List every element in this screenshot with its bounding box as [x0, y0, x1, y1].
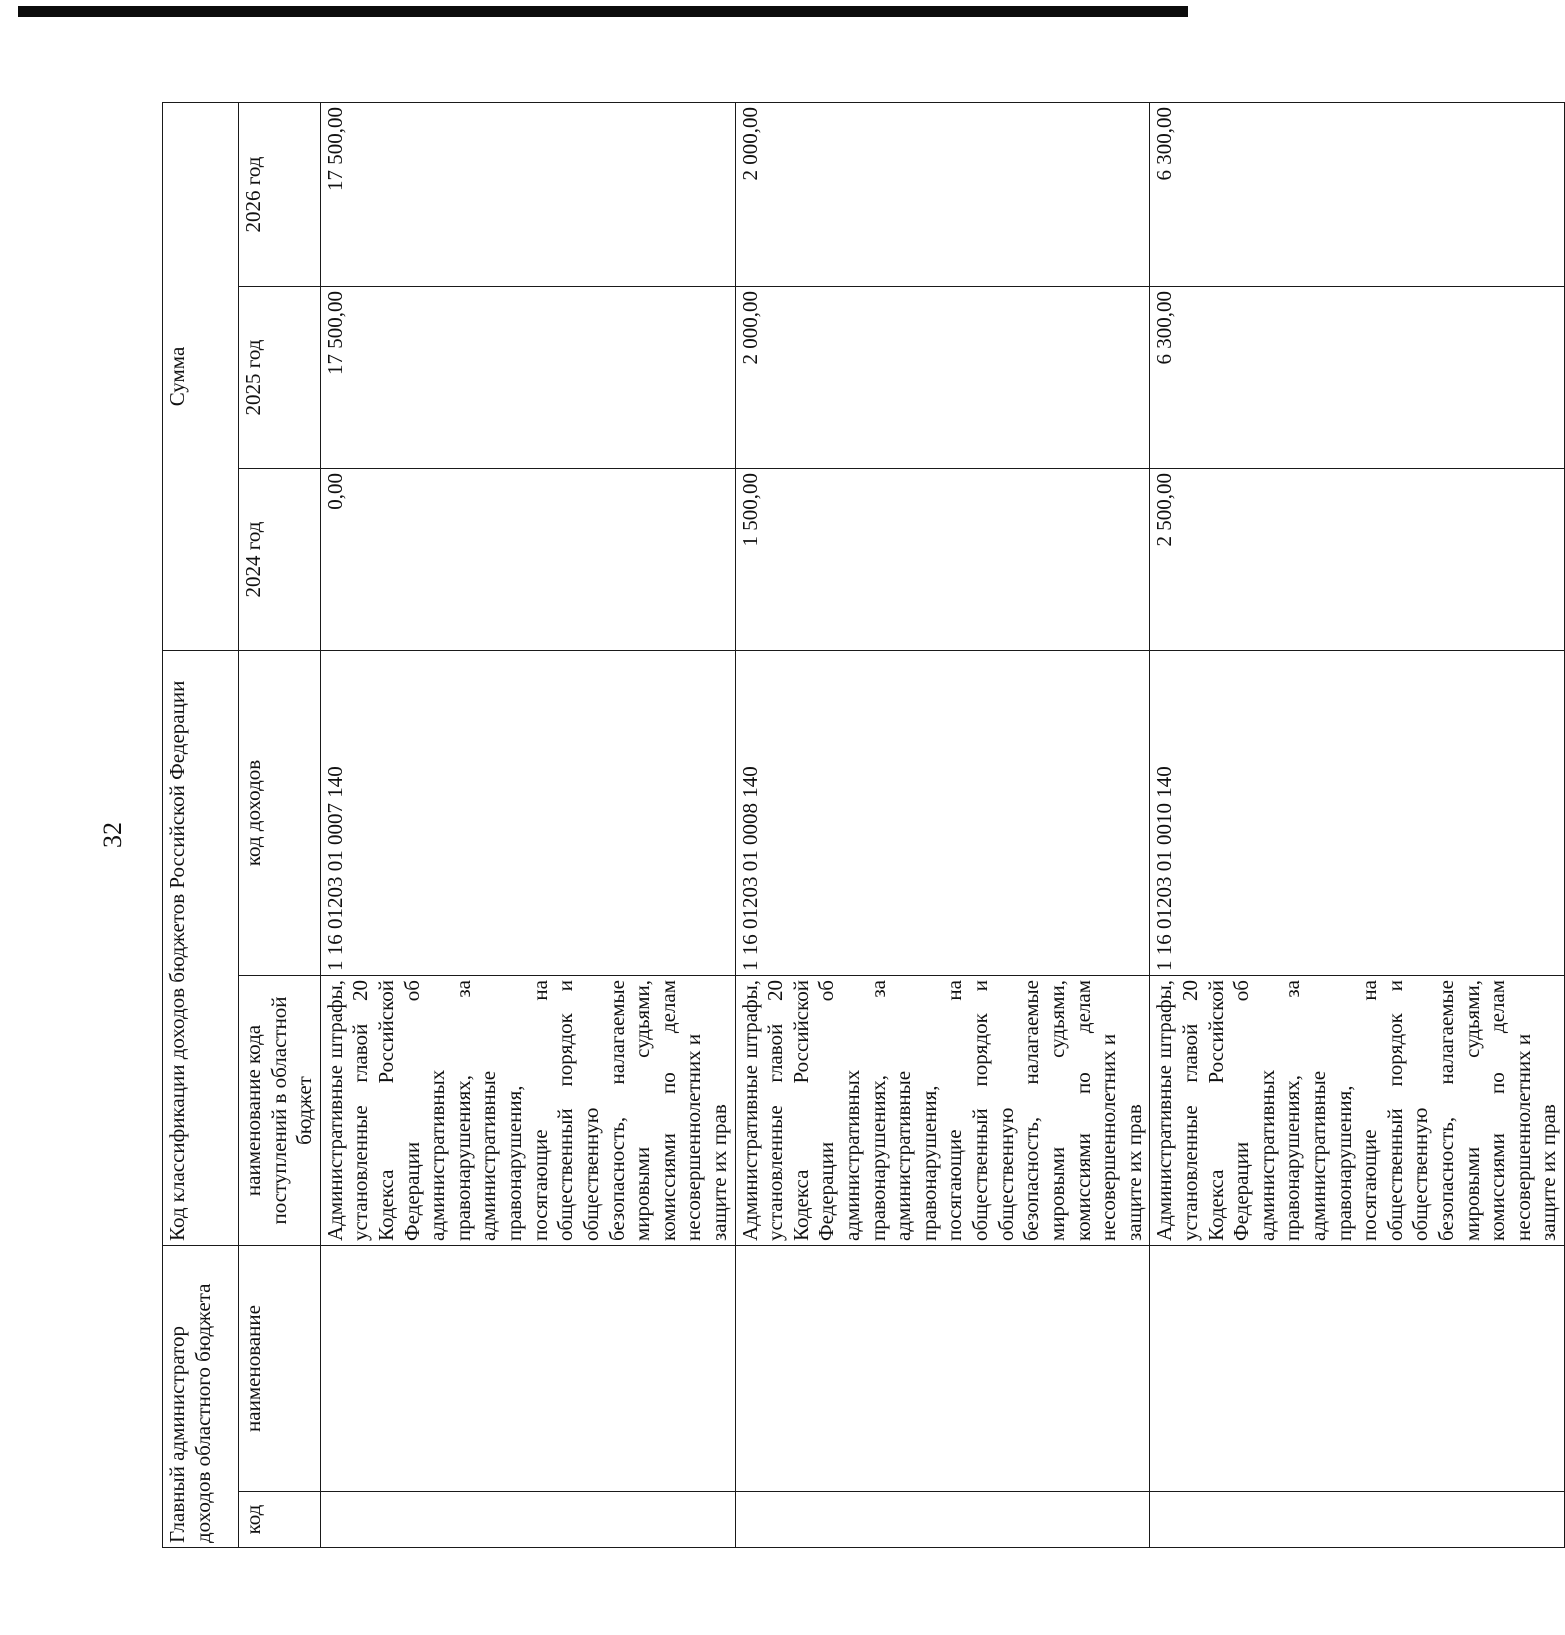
row-income-name-last: несовершеннолетних и защите их прав [681, 1033, 731, 1241]
row-sum-2025: 6 300,00 [1150, 286, 1565, 468]
header-year-2024: 2024 год [239, 468, 321, 650]
row-income-name [735, 976, 1150, 1246]
row-income-name-main: Административные штрафы, установленные главой 20 Кодекса Российской Федерации об административных правонарушениях, за административные правонарушения, посягающие на общественный порядок и общественную безопасность, налагаемые мировыми судьями, комиссиями по делам [1152, 980, 1510, 1241]
table-row [320, 102, 735, 1547]
row-income-name [320, 976, 735, 1246]
rotated-table-container [162, 103, 1561, 1548]
row-income-name [1150, 976, 1565, 1246]
header-row-2 [239, 102, 321, 1547]
table-row [735, 102, 1150, 1547]
row-sum-2026: 17 500,00 [320, 102, 735, 286]
header-row-1 [163, 102, 239, 1547]
header-income-code: код доходов [239, 650, 321, 975]
row-income-name-last: несовершеннолетних и защите их прав [1510, 1033, 1561, 1241]
row-income-name-last: несовершеннолетних и защите их прав [1096, 1033, 1146, 1241]
budget-income-table [162, 102, 1565, 1548]
scan-top-border [18, 6, 1188, 17]
row-sum-2025: 17 500,00 [320, 286, 735, 468]
row-admin-name [735, 1246, 1150, 1492]
row-admin-code [1150, 1492, 1565, 1548]
header-income-name: наименование кода поступлений в областной бюджет [239, 976, 321, 1246]
row-income-code: 1 16 01203 01 0007 140 [320, 650, 735, 975]
header-admin-group: Главный администратор доходов областного бюджета [163, 1246, 239, 1548]
row-income-code: 1 16 01203 01 0010 140 [1150, 650, 1565, 975]
header-admin-code: код [239, 1492, 321, 1548]
row-admin-name [1150, 1246, 1565, 1492]
row-admin-code [735, 1492, 1150, 1548]
header-sum-group: Сумма [163, 102, 239, 650]
row-sum-2024: 2 500,00 [1150, 468, 1565, 650]
row-sum-2026: 2 000,00 [735, 102, 1150, 286]
row-sum-2024: 1 500,00 [735, 468, 1150, 650]
row-sum-2024: 0,00 [320, 468, 735, 650]
row-sum-2025: 2 000,00 [735, 286, 1150, 468]
row-income-name-main: Административные штрафы, установленные главой 20 Кодекса Российской Федерации об административных правонарушениях, за административные правонарушения, посягающие на общественный порядок и общественную безопасность, налагаемые мировыми судьями, комиссиями по делам [322, 980, 680, 1241]
table-row [1150, 102, 1565, 1547]
row-sum-2026: 6 300,00 [1150, 102, 1565, 286]
row-income-name-main: Административные штрафы, установленные главой 20 Кодекса Российской Федерации об административных правонарушениях, за административные правонарушения, посягающие на общественный порядок и общественную безопасность, налагаемые мировыми судьями, комиссиями по делам [737, 980, 1095, 1241]
header-admin-name: наименование [239, 1246, 321, 1492]
row-admin-name [320, 1246, 735, 1492]
header-year-2026: 2026 год [239, 102, 321, 286]
header-classification-group: Код классификации доходов бюджетов Российской Федерации [163, 650, 239, 1245]
page-number: 32 [98, 822, 127, 848]
row-admin-code [320, 1492, 735, 1548]
row-income-code: 1 16 01203 01 0008 140 [735, 650, 1150, 975]
header-year-2025: 2025 год [239, 286, 321, 468]
